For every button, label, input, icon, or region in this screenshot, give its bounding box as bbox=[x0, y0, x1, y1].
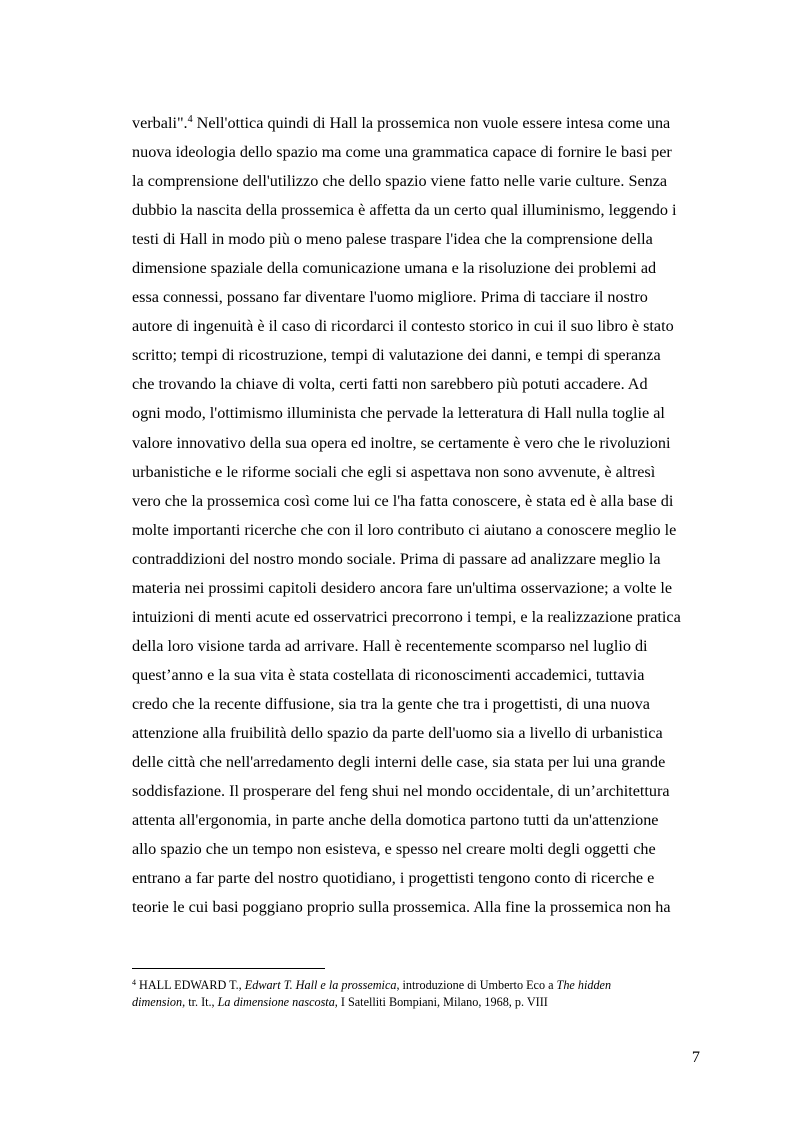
footnote-line-2 bbox=[132, 994, 700, 1011]
text-line: molte importanti ricerche che con il loro contributo ci aiutano a conoscere meglio le bbox=[132, 520, 677, 539]
text-line: attenta all'ergonomia, in parte anche della domotica partono tutti da un'attenzione bbox=[132, 811, 659, 830]
text-line: testi di Hall in modo più o meno palese traspare l'idea che la comprensione della bbox=[132, 230, 653, 249]
text-line: intuizioni di menti acute ed osservatrici precorrono i tempi, e la realizzazione pratica bbox=[132, 607, 681, 626]
text-line: della loro visione tarda ad arrivare. Hall è recentemente scomparso nel luglio di bbox=[132, 636, 648, 655]
footnote-original-title-cont: dimension bbox=[132, 994, 183, 1009]
text-fragment: Nell'ottica quindi di Hall la prossemica non vuole essere intesa come una bbox=[192, 114, 671, 132]
text-line bbox=[132, 109, 700, 138]
text-line: scritto; tempi di ricostruzione, tempi di valutazione dei danni, e tempi di speranza bbox=[132, 346, 661, 365]
text-line: credo che la recente diffusione, sia tra la gente che tra i progettisti, di una nuova bbox=[132, 694, 650, 713]
text-line: materia nei prossimi capitoli desidero ancora fare un'ultima osservazione; a volte le bbox=[132, 578, 673, 597]
footnote bbox=[132, 977, 700, 1010]
text-line: dubbio la nascita della prossemica è affetta da un certo qual illuminismo, leggendo i bbox=[132, 201, 677, 220]
footnote-translated-title: La dimensione nascosta bbox=[217, 994, 335, 1009]
text-line: autore di ingenuità è il caso di ricordarci il contesto storico in cui il suo libro è stato bbox=[132, 317, 674, 336]
text-fragment: verbali". bbox=[132, 114, 188, 132]
text-line: urbanistiche e le riforme sociali che egli si aspettava non sono avvenute, è altresì bbox=[132, 462, 656, 481]
text-line: teorie le cui basi poggiano proprio sulla prossemica. Alla fine la prossemica non ha bbox=[132, 898, 671, 917]
footnote-publisher: , I Satelliti Bompiani, Milano, 1968, p. VIII bbox=[334, 994, 548, 1009]
page-number: 7 bbox=[691, 1048, 700, 1066]
text-line: quest’anno e la sua vita è stata costellata di riconoscimenti accademici, tuttavia bbox=[132, 665, 645, 684]
text-line: entrano a far parte del nostro quotidiano, i progettisti tengono conto di ricerche e bbox=[132, 869, 655, 888]
footnote-text: , introduzione di Umberto Eco a bbox=[396, 978, 557, 992]
footnote-original-title: The hidden bbox=[556, 978, 612, 992]
footnote-line-1 bbox=[132, 977, 700, 994]
footnote-title: Edwart T. Hall e la prossemica bbox=[244, 978, 397, 992]
text-line: che trovando la chiave di volta, certi fatti non sarebbero più potuti accadere. Ad bbox=[132, 375, 648, 394]
text-line: valore innovativo della sua opera ed inoltre, se certamente è vero che le rivoluzioni bbox=[132, 433, 671, 452]
text-line: ogni modo, l'ottimismo illuminista che pervade la letteratura di Hall nulla toglie al bbox=[132, 404, 665, 423]
text-line: allo spazio che un tempo non esisteva, e spesso nel creare molti degli oggetti che bbox=[132, 840, 656, 859]
text-line: delle città che nell'arredamento degli interni delle case, sia stata per lui una grande bbox=[132, 753, 666, 772]
text-line: essa connessi, possano far diventare l'uomo migliore. Prima di tacciare il nostro bbox=[132, 288, 648, 307]
text-line: contraddizioni del nostro mondo sociale. Prima di passare ad analizzare meglio la bbox=[132, 549, 661, 568]
footnote-number: 4 bbox=[132, 978, 136, 987]
text-line: vero che la prossemica così come lui ce l'ha fatta conoscere, è stata ed è alla base di bbox=[132, 491, 674, 510]
body-text bbox=[132, 109, 700, 922]
text-line: la comprensione dell'utilizzo che dello spazio viene fatto nelle varie culture. Senza bbox=[132, 172, 668, 191]
text-line: attenzione alla fruibilità dello spazio da parte dell'uomo sia a livello di urbanistica bbox=[132, 723, 663, 742]
footnote-separator bbox=[132, 968, 325, 969]
footnote-text: , tr. It., bbox=[182, 994, 218, 1009]
text-line: nuova ideologia dello spazio ma come una grammatica capace di fornire le basi per bbox=[132, 143, 672, 162]
footnote-author: HALL EDWARD T., bbox=[136, 978, 245, 992]
text-line: dimensione spaziale della comunicazione umana e la risoluzione dei problemi ad bbox=[132, 259, 657, 278]
footnote-reference[interactable]: 4 bbox=[187, 114, 193, 125]
text-line: soddisfazione. Il prosperare del feng shui nel mondo occidentale, di un’architettura bbox=[132, 782, 670, 801]
